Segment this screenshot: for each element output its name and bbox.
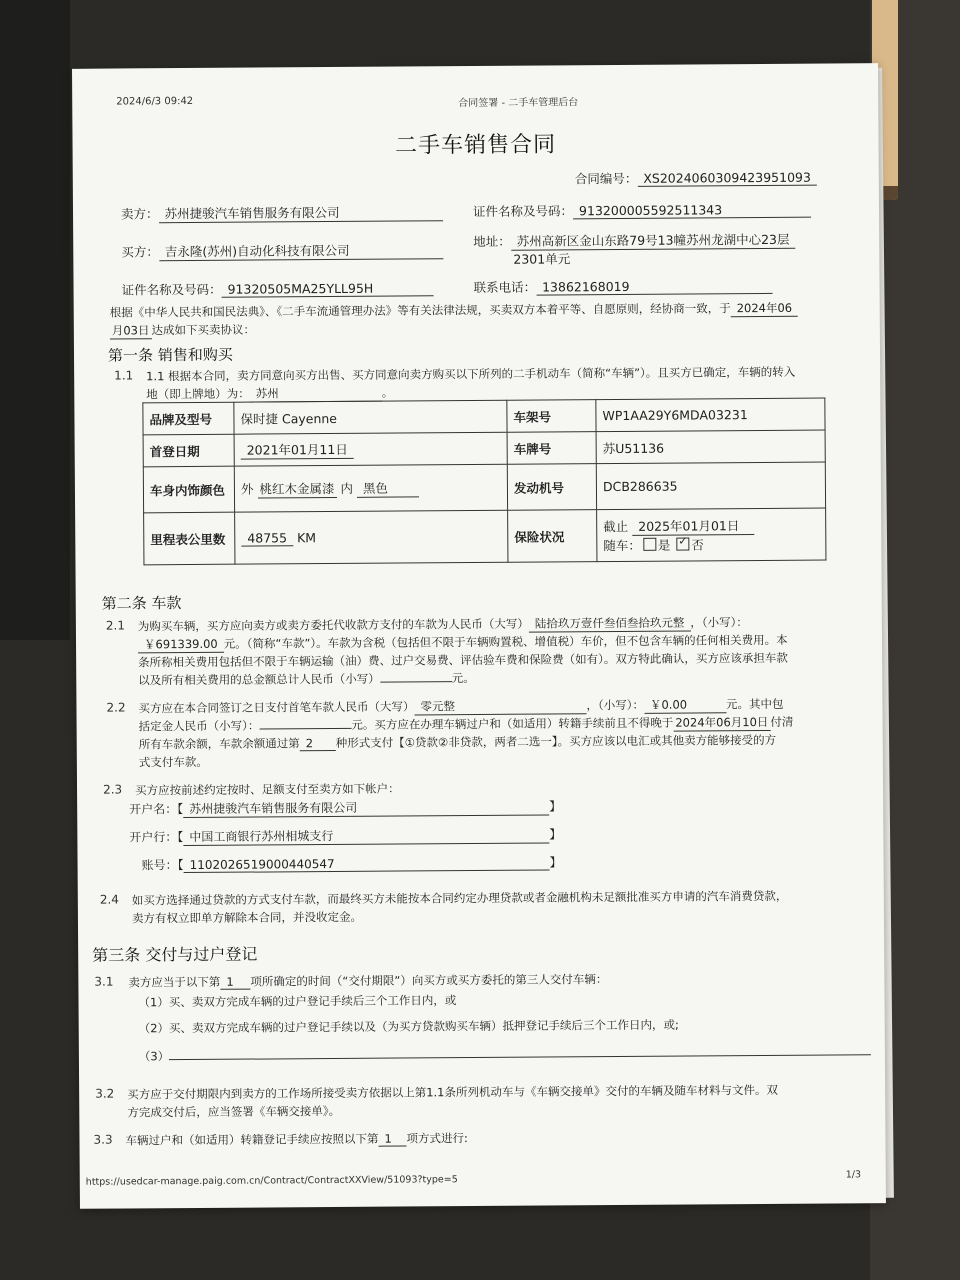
vehicle-row-3 <box>143 462 825 513</box>
buyer-phone-value: 13862168019 <box>536 278 772 296</box>
clause-2-2-number: 2.2 <box>106 700 126 715</box>
brand-label: 品牌及型号 <box>143 402 234 435</box>
payment-method-number: 2 <box>300 736 336 751</box>
reg-date-label: 首登日期 <box>143 434 234 467</box>
clause-2-1-text-f: 元。 <box>451 671 475 686</box>
contract-number <box>575 168 817 188</box>
preamble-text-b: 达成如下买卖协议： <box>151 322 256 338</box>
vehicle-info-table <box>142 398 826 566</box>
account-number-value: 1102026519000440547 <box>184 855 550 873</box>
delivery-option-2: （2）买、卖双方完成车辆的过户登记手续以及（为买方贷款购买车辆）抵押登记手续后三个工作日内，或; <box>138 1017 679 1036</box>
clause-3-2-line2: 方完成交付后，应当签署《车辆交接单》。 <box>127 1103 341 1120</box>
account-number-label: 账号：【 <box>141 858 184 873</box>
price-in-words: 陆拾玖万壹仟叁佰叁拾玖元整 <box>529 615 691 633</box>
insurance-with-car-label: 随车： <box>603 537 641 554</box>
clause-3-1-text-b: 项所确定的时间（“交付期限”）向买方或买方委托的第三人交付车辆： <box>250 972 608 989</box>
reg-date-cell <box>234 432 507 466</box>
clause-2-1-text-c: 元。（简称“车款”）。车款为含税（包括但不限于车辆购置税、增值税）车价，但不包含车辆的任何相关费用。本 <box>223 632 788 651</box>
vehicle-row-1 <box>143 398 825 435</box>
bank-row <box>129 825 561 846</box>
engine-label: 发动机号 <box>507 464 596 511</box>
article-3-title: 第三条 交付与过户登记 <box>92 944 258 965</box>
color-cell <box>234 464 507 512</box>
transfer-option-number: 1 <box>378 1132 406 1147</box>
vehicle-row-4 <box>144 508 826 565</box>
vehicle-row-2 <box>143 430 825 467</box>
clause-3-2-line1: 买方应于交付期限内到卖方的工作场所接受卖方依据以上第1.1条所列机动车与《车辆交接单》交付的车辆及随车材料与文件。双 <box>127 1082 779 1102</box>
clause-2-4-line1: 如买方选择通过贷款的方式支付车款，而最终买方未能按本合同约定办理贷款或者金融机构未足额批准买方申请的汽车消费贷款， <box>131 888 788 908</box>
clause-2-1-number: 2.1 <box>105 618 126 633</box>
account-number-row <box>142 853 562 873</box>
insurance-no-label: 否 <box>691 537 704 553</box>
seller-id-row <box>473 200 811 220</box>
interior-color: 黑色 <box>357 478 419 497</box>
down-payment-words: 零元整 <box>414 697 586 715</box>
seller-label: 卖方： <box>120 206 159 222</box>
delivery-option-number: 1 <box>220 975 250 990</box>
clause-2-2-line3 <box>139 732 776 752</box>
buyer-label: 买方： <box>121 244 159 260</box>
buyer-row <box>121 240 443 261</box>
plate-value: 苏U51136 <box>596 430 825 464</box>
insurance-no-checkbox[interactable] <box>676 538 689 551</box>
clause-2-3-text: 买方应按前述约定按时、足额支付至卖方如下帐户： <box>135 781 400 798</box>
account-name-close: 】 <box>549 799 562 814</box>
agreement-date-b: 月03日 <box>110 322 152 339</box>
plate-label: 车牌号 <box>507 432 596 465</box>
footer-page-number: 1/3 <box>845 1169 862 1181</box>
mileage-value: 48755 <box>241 530 293 546</box>
insurance-until-date: 2025年01月01日 <box>632 516 754 536</box>
clause-3-3-text-b: 项方式进行: <box>406 1131 468 1146</box>
article-2-title: 第二条 车款 <box>101 594 182 613</box>
agreement-date-a: 2024年06 <box>731 300 799 317</box>
clause-3-3-text-a: 车辆过户和（如适用）转籍登记手续应按照以下第 <box>125 1131 379 1148</box>
transfer-place-end: 。 <box>381 385 394 400</box>
clause-2-2-text-f: 付清 <box>770 714 794 729</box>
buyer-address-line2: 2301单元 <box>513 251 571 267</box>
insurance-yes-checkbox[interactable] <box>643 538 656 551</box>
print-page-title: 合同签署 - 二手车管理后台 <box>458 97 579 110</box>
account-number-close: 】 <box>549 855 562 870</box>
insurance-until-prefix: 截止 <box>603 518 629 535</box>
clause-1-1-text: 1.1 根据本合同，卖方同意向买方出售、买方同意向卖方购买以下所列的二手机动车（简称“车辆”）。且买方已确定，车辆的转入 <box>146 364 796 384</box>
transfer-place: 苏州 <box>250 385 382 403</box>
footer-url: https://usedcar-manage.paig.com.cn/Contract/ContractXXView/51093?type=5 <box>85 1174 458 1188</box>
clause-2-4-number: 2.4 <box>99 892 119 907</box>
brand-value: 保时捷 Cayenne <box>234 400 507 434</box>
clause-1-1-number: 1.1 <box>114 368 134 383</box>
desk-surface-left <box>0 0 70 640</box>
buyer-id-label: 证件名称及号码： <box>121 281 222 298</box>
buyer-name: 吉永隆(苏州)自动化科技有限公司 <box>159 240 443 261</box>
exterior-prefix: 外 <box>240 481 254 497</box>
clause-2-2-line4: 式支付车款。 <box>138 754 208 770</box>
insurance-yes-label: 是 <box>657 537 671 553</box>
total-amount-blank <box>380 681 452 683</box>
contract-page <box>72 63 886 1209</box>
bank-label: 开户行：【 <box>129 830 184 845</box>
reg-date-value: 2021年01月11日 <box>241 440 354 460</box>
seller-id-label: 证件名称及号码： <box>472 203 574 220</box>
interior-prefix: 内 <box>340 480 354 496</box>
clause-2-1-line4 <box>138 670 475 688</box>
delivery-option-3-label: （3） <box>138 1049 170 1064</box>
down-payment-figures: ￥0.00 <box>644 696 726 714</box>
insurance-label: 保险状况 <box>508 510 597 563</box>
insurance-until-row <box>603 516 819 537</box>
clause-3-3-number: 3.3 <box>93 1132 113 1147</box>
clause-3-2-number: 3.2 <box>95 1086 115 1101</box>
price-in-figures: ￥691339.00 <box>138 636 224 654</box>
clause-2-2-text-d: 括定金人民币（小写）： <box>138 718 260 734</box>
insurance-cell <box>597 508 826 562</box>
clause-2-2-text-g: 所有车款余额，车款余额通过第 <box>138 736 300 752</box>
vin-label: 车架号 <box>507 400 596 433</box>
page-title: 二手车销售合同 <box>394 132 557 159</box>
seller-name: 苏州捷骏汽车销售服务有限公司 <box>158 202 442 223</box>
clause-3-3-line1 <box>125 1130 467 1148</box>
insurance-with-car-row <box>603 535 819 555</box>
clause-2-2-text-h: 种形式支付【①贷款②非贷款，两者二选一】。买方应该以电汇或其他卖方能够接受的方 <box>335 732 777 750</box>
seller-id-value: 913200005592511343 <box>573 202 811 220</box>
clause-2-2-text-c: 元。其中包 <box>725 696 784 712</box>
buyer-phone-row <box>473 276 772 296</box>
exterior-color: 桃红木金属漆 <box>257 479 336 499</box>
buyer-id-value: 91320505MA25YLL95H <box>222 280 434 297</box>
delivery-option-1: （1）买、卖双方完成车辆的过户登记手续后三个工作日内，或 <box>138 993 457 1010</box>
buyer-address-row <box>473 230 795 251</box>
deposit-blank <box>259 728 351 730</box>
buyer-address-line1: 苏州高新区金山东路79号13幢苏州龙湖中心23层 <box>511 230 796 251</box>
mileage-label: 里程表公里数 <box>144 512 235 565</box>
clause-3-1-text-a: 卖方应当于以下第 <box>128 974 221 990</box>
contract-number-label: 合同编号： <box>574 170 638 187</box>
mileage-cell <box>235 510 508 564</box>
color-label: 车身内饰颜色 <box>143 466 234 513</box>
clause-2-1-text-b: ，（小写）： <box>690 615 748 630</box>
clause-2-2-text-b: ，（小写）： <box>586 697 645 713</box>
buyer-phone-label: 联系电话： <box>473 279 537 296</box>
clause-2-3-number: 2.3 <box>102 782 123 797</box>
account-name-value: 苏州捷骏汽车销售服务有限公司 <box>183 798 549 819</box>
clause-3-1-line1 <box>128 971 607 990</box>
buyer-id-row <box>121 278 433 298</box>
vin-value: WP1AA29Y6MDA03231 <box>596 398 825 432</box>
buyer-address-label: 地址： <box>473 233 511 250</box>
bank-close: 】 <box>549 827 562 842</box>
clause-2-2-text-a: 买方应在本合同签订之日支付首笔车款人民币（大写） <box>138 699 415 716</box>
delivery-option-3-blank <box>169 1054 871 1060</box>
bank-value: 中国工商银行苏州相城支行 <box>183 825 549 846</box>
delivery-option-3 <box>139 1043 871 1064</box>
print-datetime: 2024/6/3 09:42 <box>116 95 194 108</box>
account-name-label: 开户名：【 <box>129 802 184 817</box>
preamble-line2 <box>110 322 255 340</box>
engine-value: DCB286635 <box>596 462 825 510</box>
preamble-text: 根据《中华人民共和国民法典》、《二手车流通管理办法》等有关法律法规，买卖双方本着平等、自愿原则，经协商一致，于 <box>109 301 731 320</box>
clause-2-4-line2: 卖方有权立即单方解除本合同，并没收定金。 <box>131 909 362 926</box>
account-name-row <box>129 797 561 818</box>
clause-2-1-line3: 条所称相关费用包括但不限于车辆运输（油）费、过户交易费、评估验车费和保险费（如有）。双方特此确认，买方应该承担车款 <box>138 650 788 670</box>
mileage-unit: KM <box>296 529 317 545</box>
contract-number-value: XS2024060309423951093 <box>637 170 817 187</box>
preamble-line1 <box>110 300 799 322</box>
transfer-place-label: 地（即上牌地）为： <box>146 386 250 402</box>
article-1-title: 第一条 销售和购买 <box>107 345 233 365</box>
clause-2-1-text-e: 以及所有相关费用的总金额总计人民币（小写） <box>138 671 380 688</box>
seller-row <box>121 202 443 223</box>
clause-2-1-text-a: 为购买车辆，买方应向卖方或卖方委托代收款方支付的车款为人民币（大写） <box>137 616 529 634</box>
balance-deadline: 2024年06月10日 <box>673 714 770 732</box>
clause-2-2-text-e: 元。买方应在办理车辆过户和（如适用）转籍手续前且不得晚于 <box>351 715 674 732</box>
clause-3-1-number: 3.1 <box>94 974 114 989</box>
